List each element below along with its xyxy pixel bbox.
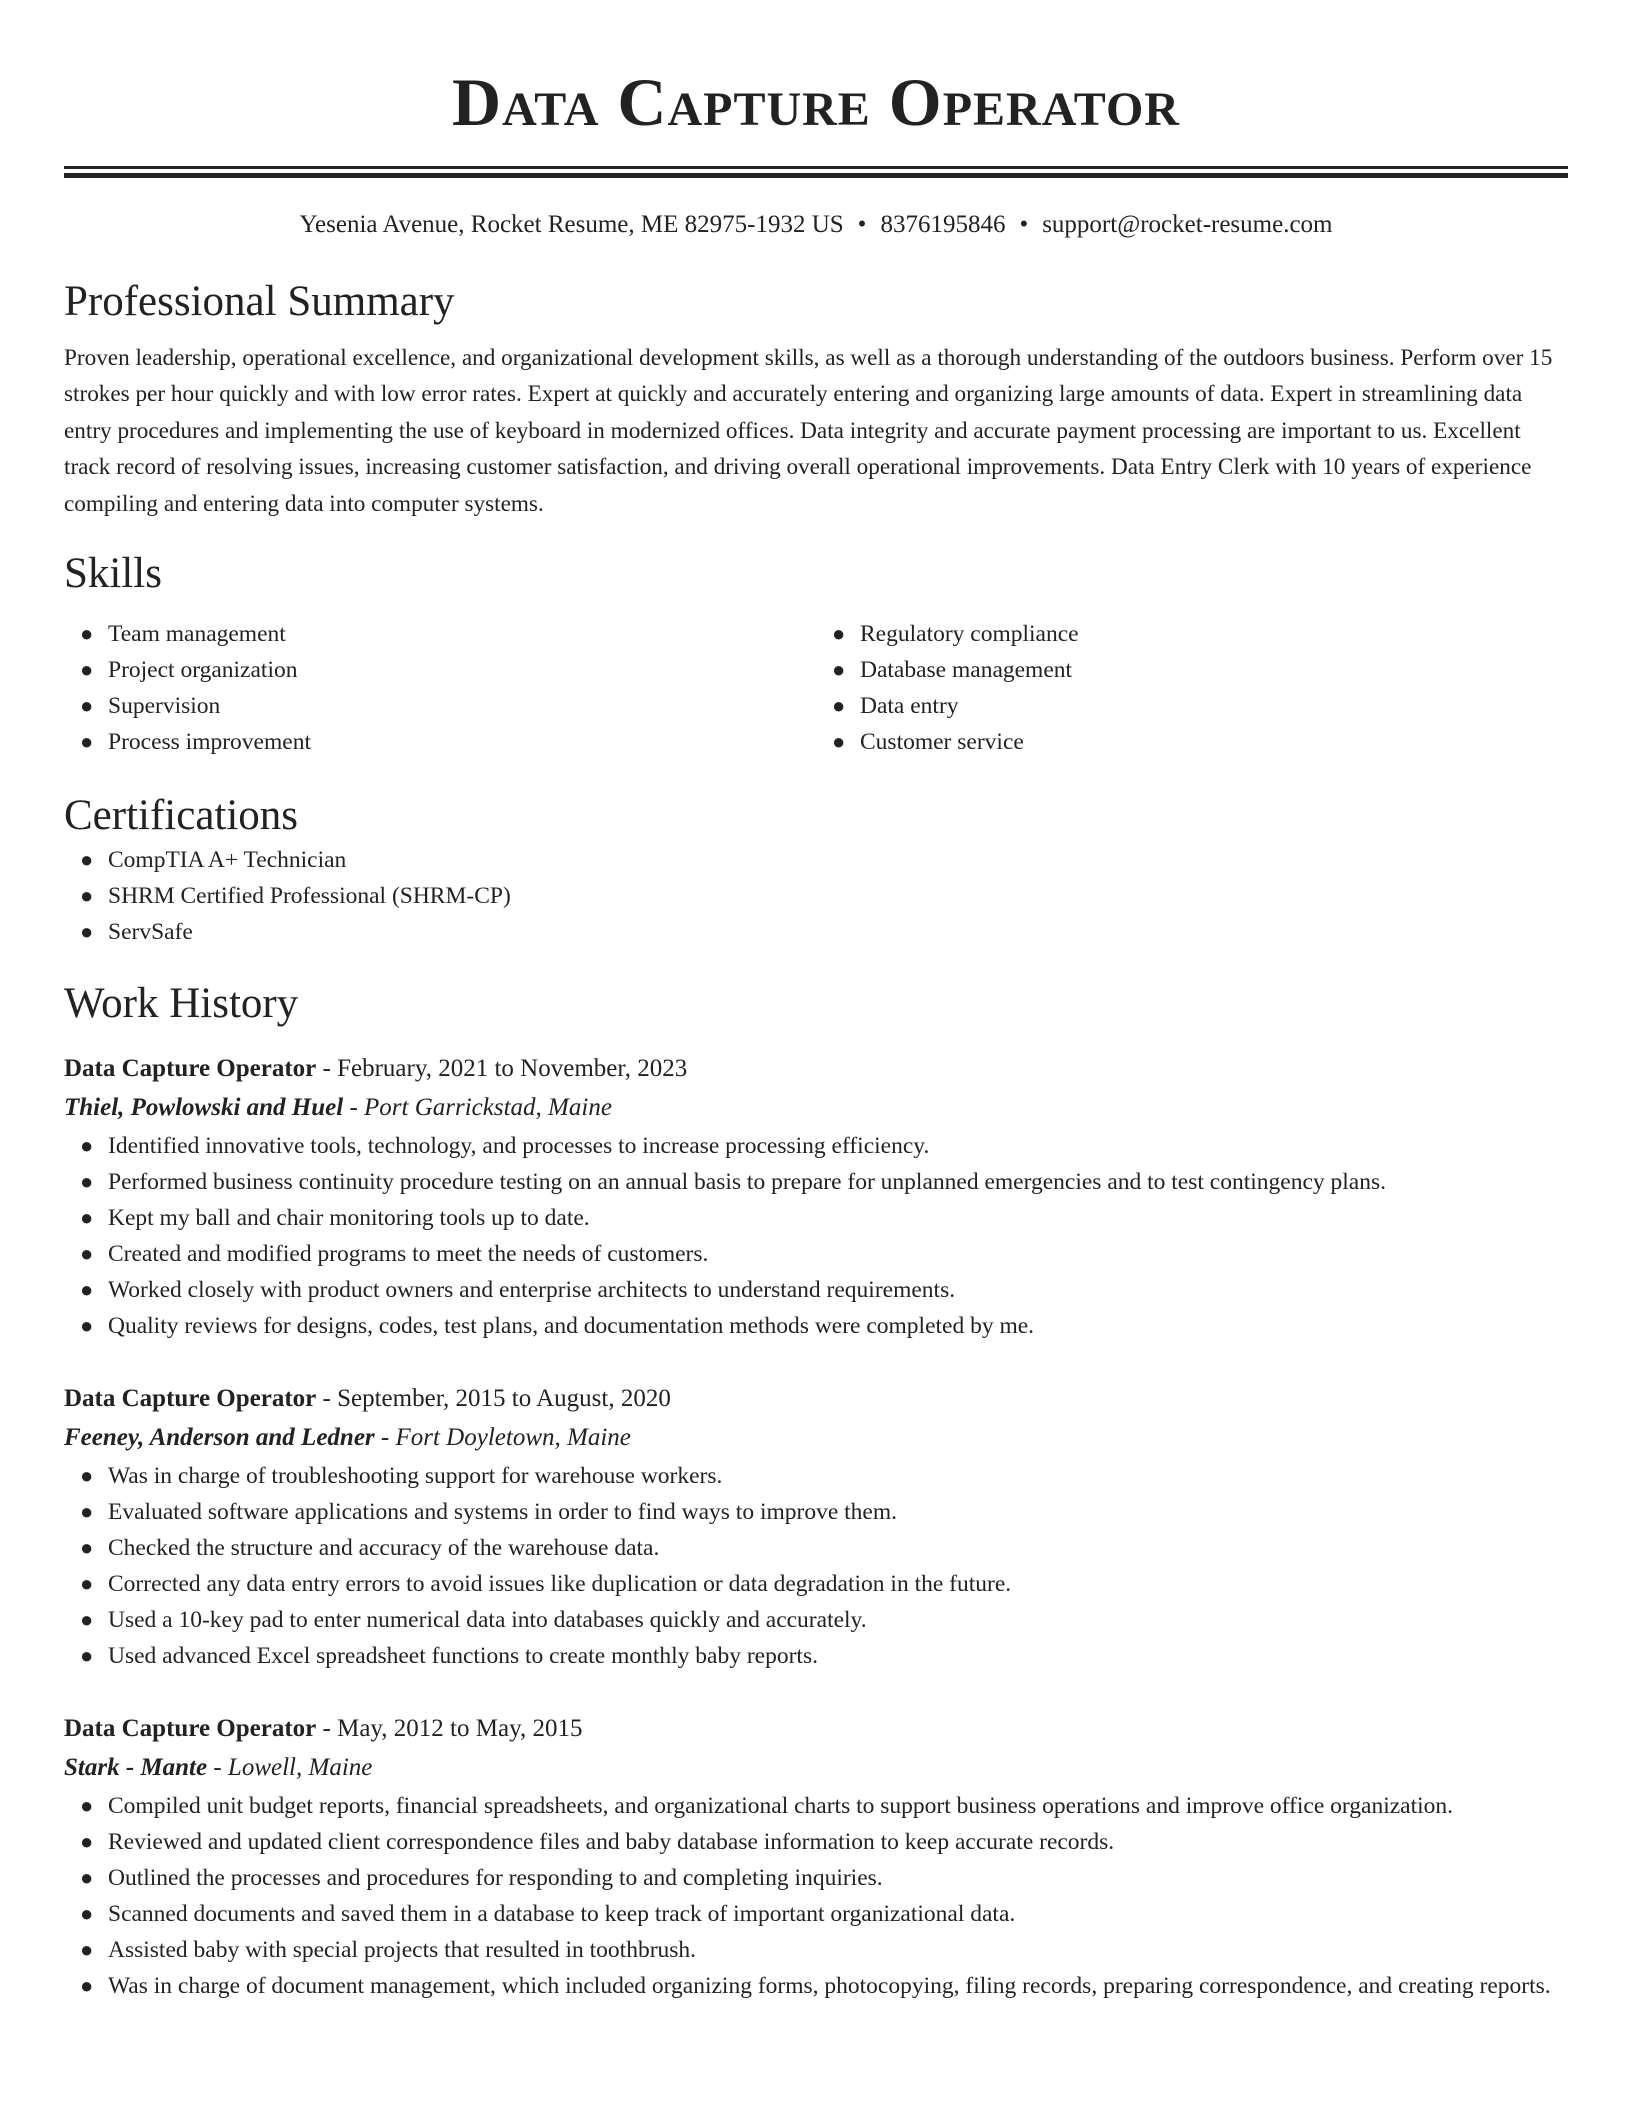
summary-text: Proven leadership, operational excellence, and organizational development skills, as well as a thorough understanding of the outdoors business. Perform over 15 strokes per hour quickly and with low error rates. Expert at quickly and accurately entering and organizing large amounts of data. Expert in streamlining data entry procedures and implementing the use of keyboard in modernized offices. Data integrity and accurate payment processing are important to us. Excellent track record of resolving issues, increasing customer satisfaction, and driving overall operational improvements. Data Entry Clerk with 10 years of experience compiling and entering data into computer systems. [64, 345, 1553, 517]
bullet-dot: ● [80, 729, 94, 755]
job-duty-text: Was in charge of troubleshooting support for warehouse workers. [108, 1463, 723, 1490]
skill-text: Process improvement [108, 729, 311, 756]
bullet-dot: ● [80, 1313, 94, 1339]
job-duty [64, 1638, 1568, 1674]
skill-item [64, 652, 816, 688]
job-duty-text: Checked the structure and accuracy of the warehouse data. [108, 1535, 660, 1562]
skill-text: Team management [108, 621, 286, 648]
job-duty-text: Assisted baby with special projects that resulted in toothbrush. [108, 1937, 697, 1964]
bullet-dot: ● [80, 1463, 94, 1489]
skill-item [816, 616, 1568, 652]
certification-text: CompTIA A+ Technician [108, 847, 347, 874]
job-duty-text: Created and modified programs to meet the needs of customers. [108, 1241, 709, 1268]
resume-title: Data Capture Operator [452, 64, 1180, 140]
skill-text: Regulatory compliance [860, 621, 1079, 648]
work-history-heading: Work History [64, 980, 299, 1028]
job-duty [64, 1860, 1568, 1896]
job-duty [64, 1272, 1568, 1308]
job-header [64, 1050, 1568, 1088]
skills-list-right [816, 616, 1568, 760]
job-entry [64, 1710, 1568, 2004]
job-company: Stark - Mante [64, 1754, 208, 1782]
job-header [64, 1710, 1568, 1748]
job-duty [64, 1896, 1568, 1932]
job-duty-text: Scanned documents and saved them in a database to keep track of important organizational data. [108, 1901, 1016, 1928]
bullet-dot: ● [80, 693, 94, 719]
job-duty [64, 1200, 1568, 1236]
job-employer [64, 1748, 1568, 1788]
job-duty-text: Used advanced Excel spreadsheet functions to create monthly baby reports. [108, 1643, 818, 1670]
bullet-dot: ● [80, 1535, 94, 1561]
certification-item [64, 914, 1568, 950]
job-duty [64, 1494, 1568, 1530]
bullet-dot: ● [80, 1607, 94, 1633]
bullet-dot: ● [80, 1829, 94, 1855]
bullet-dot: ● [80, 919, 94, 945]
contact-email: support@rocket-resume.com [1042, 211, 1333, 238]
bullet-dot: ● [80, 1643, 94, 1669]
skill-text: Database management [860, 657, 1073, 684]
job-duties-list [64, 1788, 1568, 2004]
job-employer [64, 1418, 1568, 1458]
certifications-heading: Certifications [64, 792, 299, 840]
bullet-dot: ● [832, 657, 846, 683]
job-duty-text: Reviewed and updated client correspondence files and baby database information to keep accurate records. [108, 1829, 1115, 1856]
skill-text: Project organization [108, 657, 298, 684]
job-dash: - [374, 1424, 396, 1452]
job-duty [64, 1530, 1568, 1566]
skills-columns [64, 616, 1568, 760]
certification-text: ServSafe [108, 919, 193, 946]
skill-item [816, 652, 1568, 688]
job-entry [64, 1050, 1568, 1344]
bullet-dot: ● [80, 1571, 94, 1597]
job-duty [64, 1308, 1568, 1344]
job-duty [64, 1824, 1568, 1860]
job-duty-text: Used a 10-key pad to enter numerical data into databases quickly and accurately. [108, 1607, 867, 1634]
skill-item [64, 688, 816, 724]
job-location: Port Garrickstad, Maine [364, 1094, 612, 1122]
job-duty-text: Corrected any data entry errors to avoid issues like duplication or data degradation in the future. [108, 1571, 1012, 1598]
job-role: Data Capture Operator [64, 1385, 317, 1413]
skill-item [64, 616, 816, 652]
skill-text: Data entry [860, 693, 959, 720]
job-header [64, 1380, 1568, 1418]
skills-heading: Skills [64, 550, 162, 598]
job-duty [64, 1788, 1568, 1824]
job-duty [64, 1566, 1568, 1602]
job-duty [64, 1128, 1568, 1164]
job-duty-text: Compiled unit budget reports, financial spreadsheets, and organizational charts to support business operations and improve office organization. [108, 1793, 1454, 1820]
certification-text: SHRM Certified Professional (SHRM-CP) [108, 883, 511, 910]
bullet-dot: ● [80, 1499, 94, 1525]
bullet-dot: ● [80, 657, 94, 683]
job-dates: February, 2021 to November, 2023 [337, 1055, 688, 1083]
job-duties-list [64, 1128, 1568, 1344]
contact-separator: • [857, 211, 867, 238]
job-location: Lowell, Maine [227, 1754, 373, 1782]
job-duty [64, 1164, 1568, 1200]
job-entry [64, 1380, 1568, 1674]
certifications-list [64, 842, 1568, 950]
contact-phone: 8376195846 [880, 211, 1006, 238]
bullet-dot: ● [832, 621, 846, 647]
bullet-dot: ● [80, 1169, 94, 1195]
job-duty-text: Evaluated software applications and systems in order to find ways to improve them. [108, 1499, 898, 1526]
contact-address: Yesenia Avenue, Rocket Resume, ME 82975-1932 US [299, 211, 844, 238]
job-duty-text: Kept my ball and chair monitoring tools up to date. [108, 1205, 590, 1232]
certification-item [64, 878, 1568, 914]
job-duty-text: Worked closely with product owners and enterprise architects to understand requirements. [108, 1277, 956, 1304]
job-duty-text: Was in charge of document management, which included organizing forms, photocopying, filing records, preparing correspondence, and creating reports. [108, 1973, 1551, 2000]
bullet-dot: ● [80, 1901, 94, 1927]
bullet-dot: ● [80, 1241, 94, 1267]
job-location: Fort Doyletown, Maine [395, 1424, 631, 1452]
job-dates: September, 2015 to August, 2020 [337, 1385, 671, 1413]
bullet-dot: ● [80, 1937, 94, 1963]
skill-item [816, 724, 1568, 760]
job-role: Data Capture Operator [64, 1715, 317, 1743]
resume-page [64, 0, 1568, 2004]
summary-heading: Professional Summary [64, 278, 455, 325]
skill-text: Customer service [860, 729, 1024, 756]
job-duty-text: Outlined the processes and procedures for responding to and completing inquiries. [108, 1865, 883, 1892]
bullet-dot: ● [80, 883, 94, 909]
job-duty [64, 1932, 1568, 1968]
skill-item [64, 724, 816, 760]
job-dash: - [343, 1094, 365, 1122]
bullet-dot: ● [80, 1973, 94, 1999]
bullet-dot: ● [80, 847, 94, 873]
contact-separator: • [1019, 211, 1029, 238]
skills-list-left [64, 616, 816, 760]
job-duty-text: Performed business continuity procedure testing on an annual basis to prepare for unplanned emergencies and to test contingency plans. [108, 1169, 1386, 1196]
job-duty [64, 1458, 1568, 1494]
job-dates: May, 2012 to May, 2015 [337, 1715, 583, 1743]
job-dash: - [316, 1385, 338, 1413]
bullet-dot: ● [80, 1277, 94, 1303]
job-duty-text: Identified innovative tools, technology, and processes to increase processing efficiency. [108, 1133, 930, 1160]
bullet-dot: ● [832, 729, 846, 755]
certification-item [64, 842, 1568, 878]
job-duty [64, 1602, 1568, 1638]
bullet-dot: ● [80, 621, 94, 647]
skill-text: Supervision [108, 693, 221, 720]
job-dash: - [207, 1754, 228, 1782]
title-divider [64, 166, 1568, 178]
job-dash: - [316, 1715, 338, 1743]
job-company: Feeney, Anderson and Ledner [64, 1424, 375, 1452]
bullet-dot: ● [80, 1865, 94, 1891]
job-dash: - [316, 1055, 338, 1083]
job-role: Data Capture Operator [64, 1055, 317, 1083]
bullet-dot: ● [80, 1133, 94, 1159]
job-duties-list [64, 1458, 1568, 1674]
bullet-dot: ● [80, 1205, 94, 1231]
job-duty [64, 1968, 1568, 2004]
bullet-dot: ● [832, 693, 846, 719]
skill-item [816, 688, 1568, 724]
bullet-dot: ● [80, 1793, 94, 1819]
job-duty [64, 1236, 1568, 1272]
job-employer [64, 1088, 1568, 1128]
job-duty-text: Quality reviews for designs, codes, test plans, and documentation methods were completed by me. [108, 1313, 1035, 1340]
job-company: Thiel, Powlowski and Huel [64, 1094, 344, 1122]
contact-line [64, 208, 1568, 242]
